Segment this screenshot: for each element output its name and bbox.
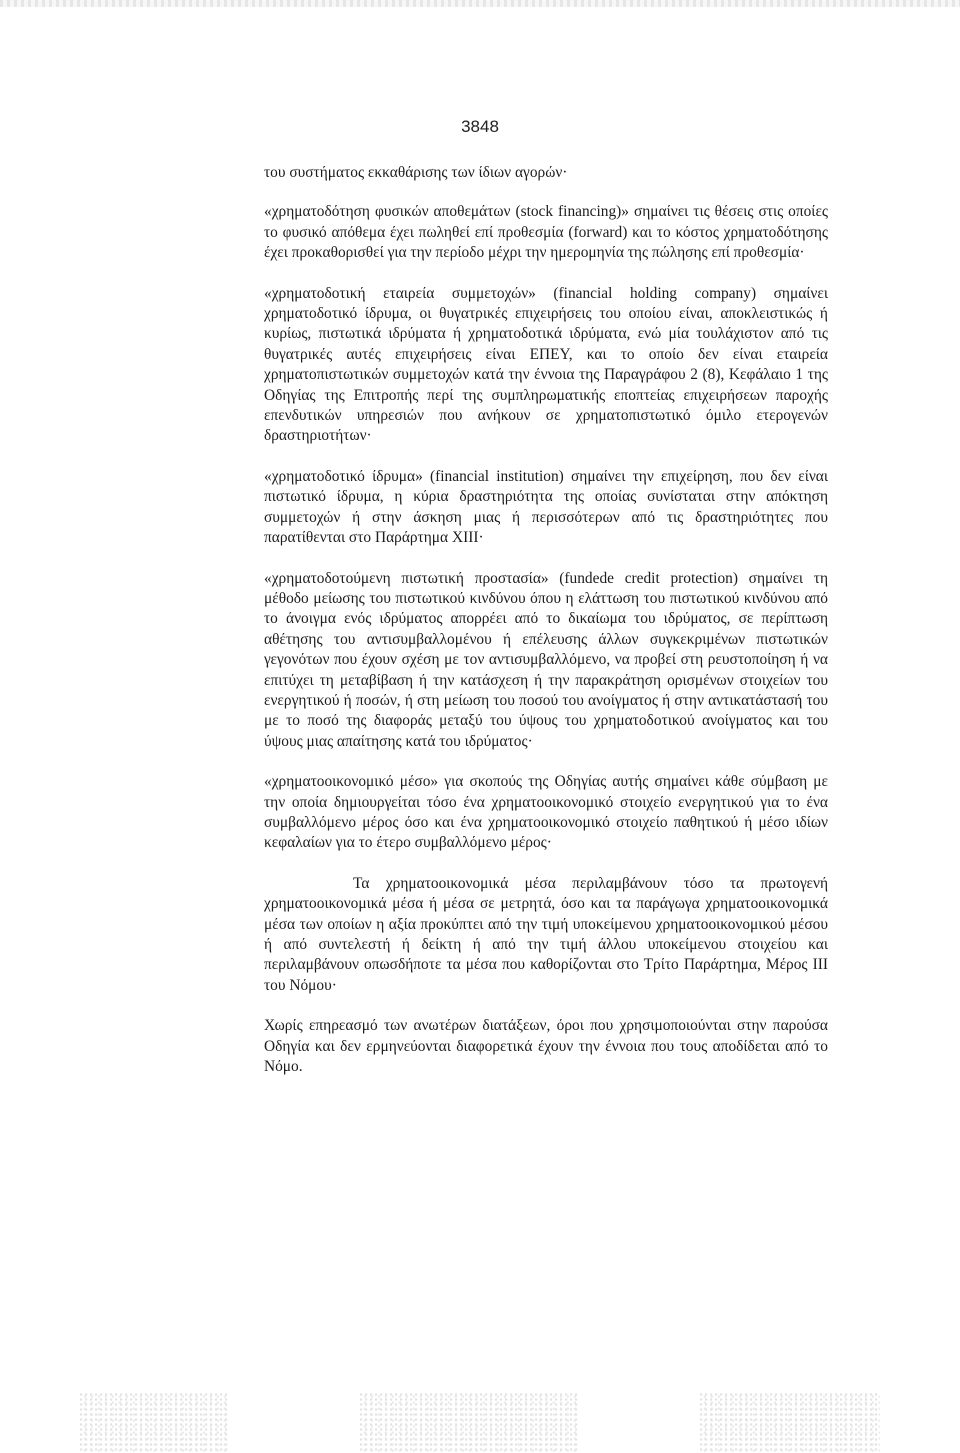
document-body <box>264 163 828 1097</box>
definition-financial-instrument: «χρηματοοικονομικό μέσο» για σκοπούς της Οδηγίας αυτής σημαίνει κάθε σύμβαση με την οποία δημιουργείται τόσο ένα χρηματοοικονομικό στοιχείο ενεργητικού για το ένα συμβαλλόμενο μέρος όσο και ένα χρηματοοικονομικό στοιχείο παθητικού ή μέσο ιδίων κεφαλαίων για το έτερο συμβαλλόμενο μέρος· <box>264 773 828 852</box>
paragraph-financial-instruments-scope: Τα χρηματοοικονομικά μέσα περιλαμβάνουν τόσο τα πρωτογενή χρηματοοικονομικά μέσα ή μέσα σε μετρητά, όσο και τα παράγωγα χρηματοοικονομικά μέσα των οποίων η αξία προκύπτει από την τιμή υποκείμενου χρηματοοικονομικού μέσου ή από συντελεστή ή δείκτη ή από την τιμή άλλου υποκείμενου στοιχείου και περιλαμβάνουν οπωσδήποτε τα μέσα που καθορίζονται στο Τρίτο Παράρτημα, Μέρος ΙΙΙ του Νόμου· <box>264 874 828 994</box>
definition-financial-holding-company: «χρηματοδοτική εταιρεία συμμετοχών» (financial holding company) σημαίνει χρηματοδοτικό ίδρυμα, οι θυγατρικές επιχειρήσεις του οποίου είναι, αποκλειστικώς ή κυρίως, πιστωτικά ιδρύματα ή χρηματοδοτικά ιδρύματα, ενώ μία τουλάχιστον από τις θυγατρικές αυτές επιχειρήσεις είναι ΕΠΕΥ, και το οποίο δεν είναι εταιρεία χρηματοπιστωτικών συμμετοχών κατά την έννοια της Παραγράφου 2 (8), Κεφάλαιο 1 της Οδηγίας της Επιτροπής περί της συμπληρωματικής εποπτείας επιχειρήσεων παροχής επενδυτικών υπηρεσιών που ανήκουν σε χρηματοπιστωτικό όμιλο ετερογενών δραστηριοτήτων· <box>264 284 828 445</box>
scan-speckle-artifact <box>80 1393 230 1453</box>
definition-stock-financing: «χρηματοδότηση φυσικών αποθεμάτων (stock financing)» σημαίνει τις θέσεις στις οποίες το φυσικό απόθεμα έχει πωληθεί επί προθεσμία (forward) και το κόστος χρηματοδότησης έχει προκαθορισθεί για την περίοδο μέχρι την ημερομηνία της πώλησης επί προθεσμία· <box>264 203 828 262</box>
definition-financial-institution: «χρηματοδοτικό ίδρυμα» (financial institution) σημαίνει την επιχείρηση, που δεν είναι πιστωτικό ίδρυμα, η κύρια δραστηριότητα της οποίας συνίσταται στην απόκτηση συμμετοχών ή στην άσκηση μιας ή περισσότερων από τις δραστηριότητες που παρατίθενται στο Παράρτημα XIII· <box>264 467 828 547</box>
page-number: 3848 <box>461 117 499 136</box>
paragraph-closing-provision: Χωρίς επηρεασμό των ανωτέρων διατάξεων, όροι που χρησιμοποιούνται στην παρούσα Οδηγία και δεν ερμηνεύονται διαφορετικά έχουν την έννοια που τους αποδίδεται από το Νόμο. <box>264 1017 828 1076</box>
scan-edge-artifact <box>0 0 960 7</box>
definition-funded-credit-protection: «χρηματοδοτούμενη πιστωτική προστασία» (fundede credit protection) σημαίνει τη μέθοδο μείωσης του πιστωτικού κινδύνου όπου η ελάττωση του πιστωτικού κινδύνου από το άνοιγμα ενός ιδρύματος απορρέει από το δικαίωμα του ιδρύματος, σε περίπτωση αθέτησης του αντισυμβαλλομένου ή επέλευσης άλλων συγκεκριμένων πιστωτικών γεγονότων που έχουν σχέση με τον αντισυμβαλλόμενο, να προβεί στη ρευστοποίηση ή να επιτύχει τη μεταβίβαση ή την κατάσχεση ή την παρακράτηση ορισμένων στοιχείων του ενεργητικού ή ποσών, ή στη μείωση του ποσού του ανοίγματος ή στην αντικατάστασή του με το ποσό της διαφοράς μεταξύ του ύψους του χρηματοδοτικού ανοίγματος και του ύψους μιας απαίτησης κατά του ιδρύματος· <box>264 569 828 750</box>
paragraph-continuation: του συστήματος εκκαθάρισης των ίδιων αγορών· <box>264 164 568 181</box>
scan-speckle-artifact <box>700 1393 880 1453</box>
scan-speckle-artifact <box>360 1393 580 1453</box>
